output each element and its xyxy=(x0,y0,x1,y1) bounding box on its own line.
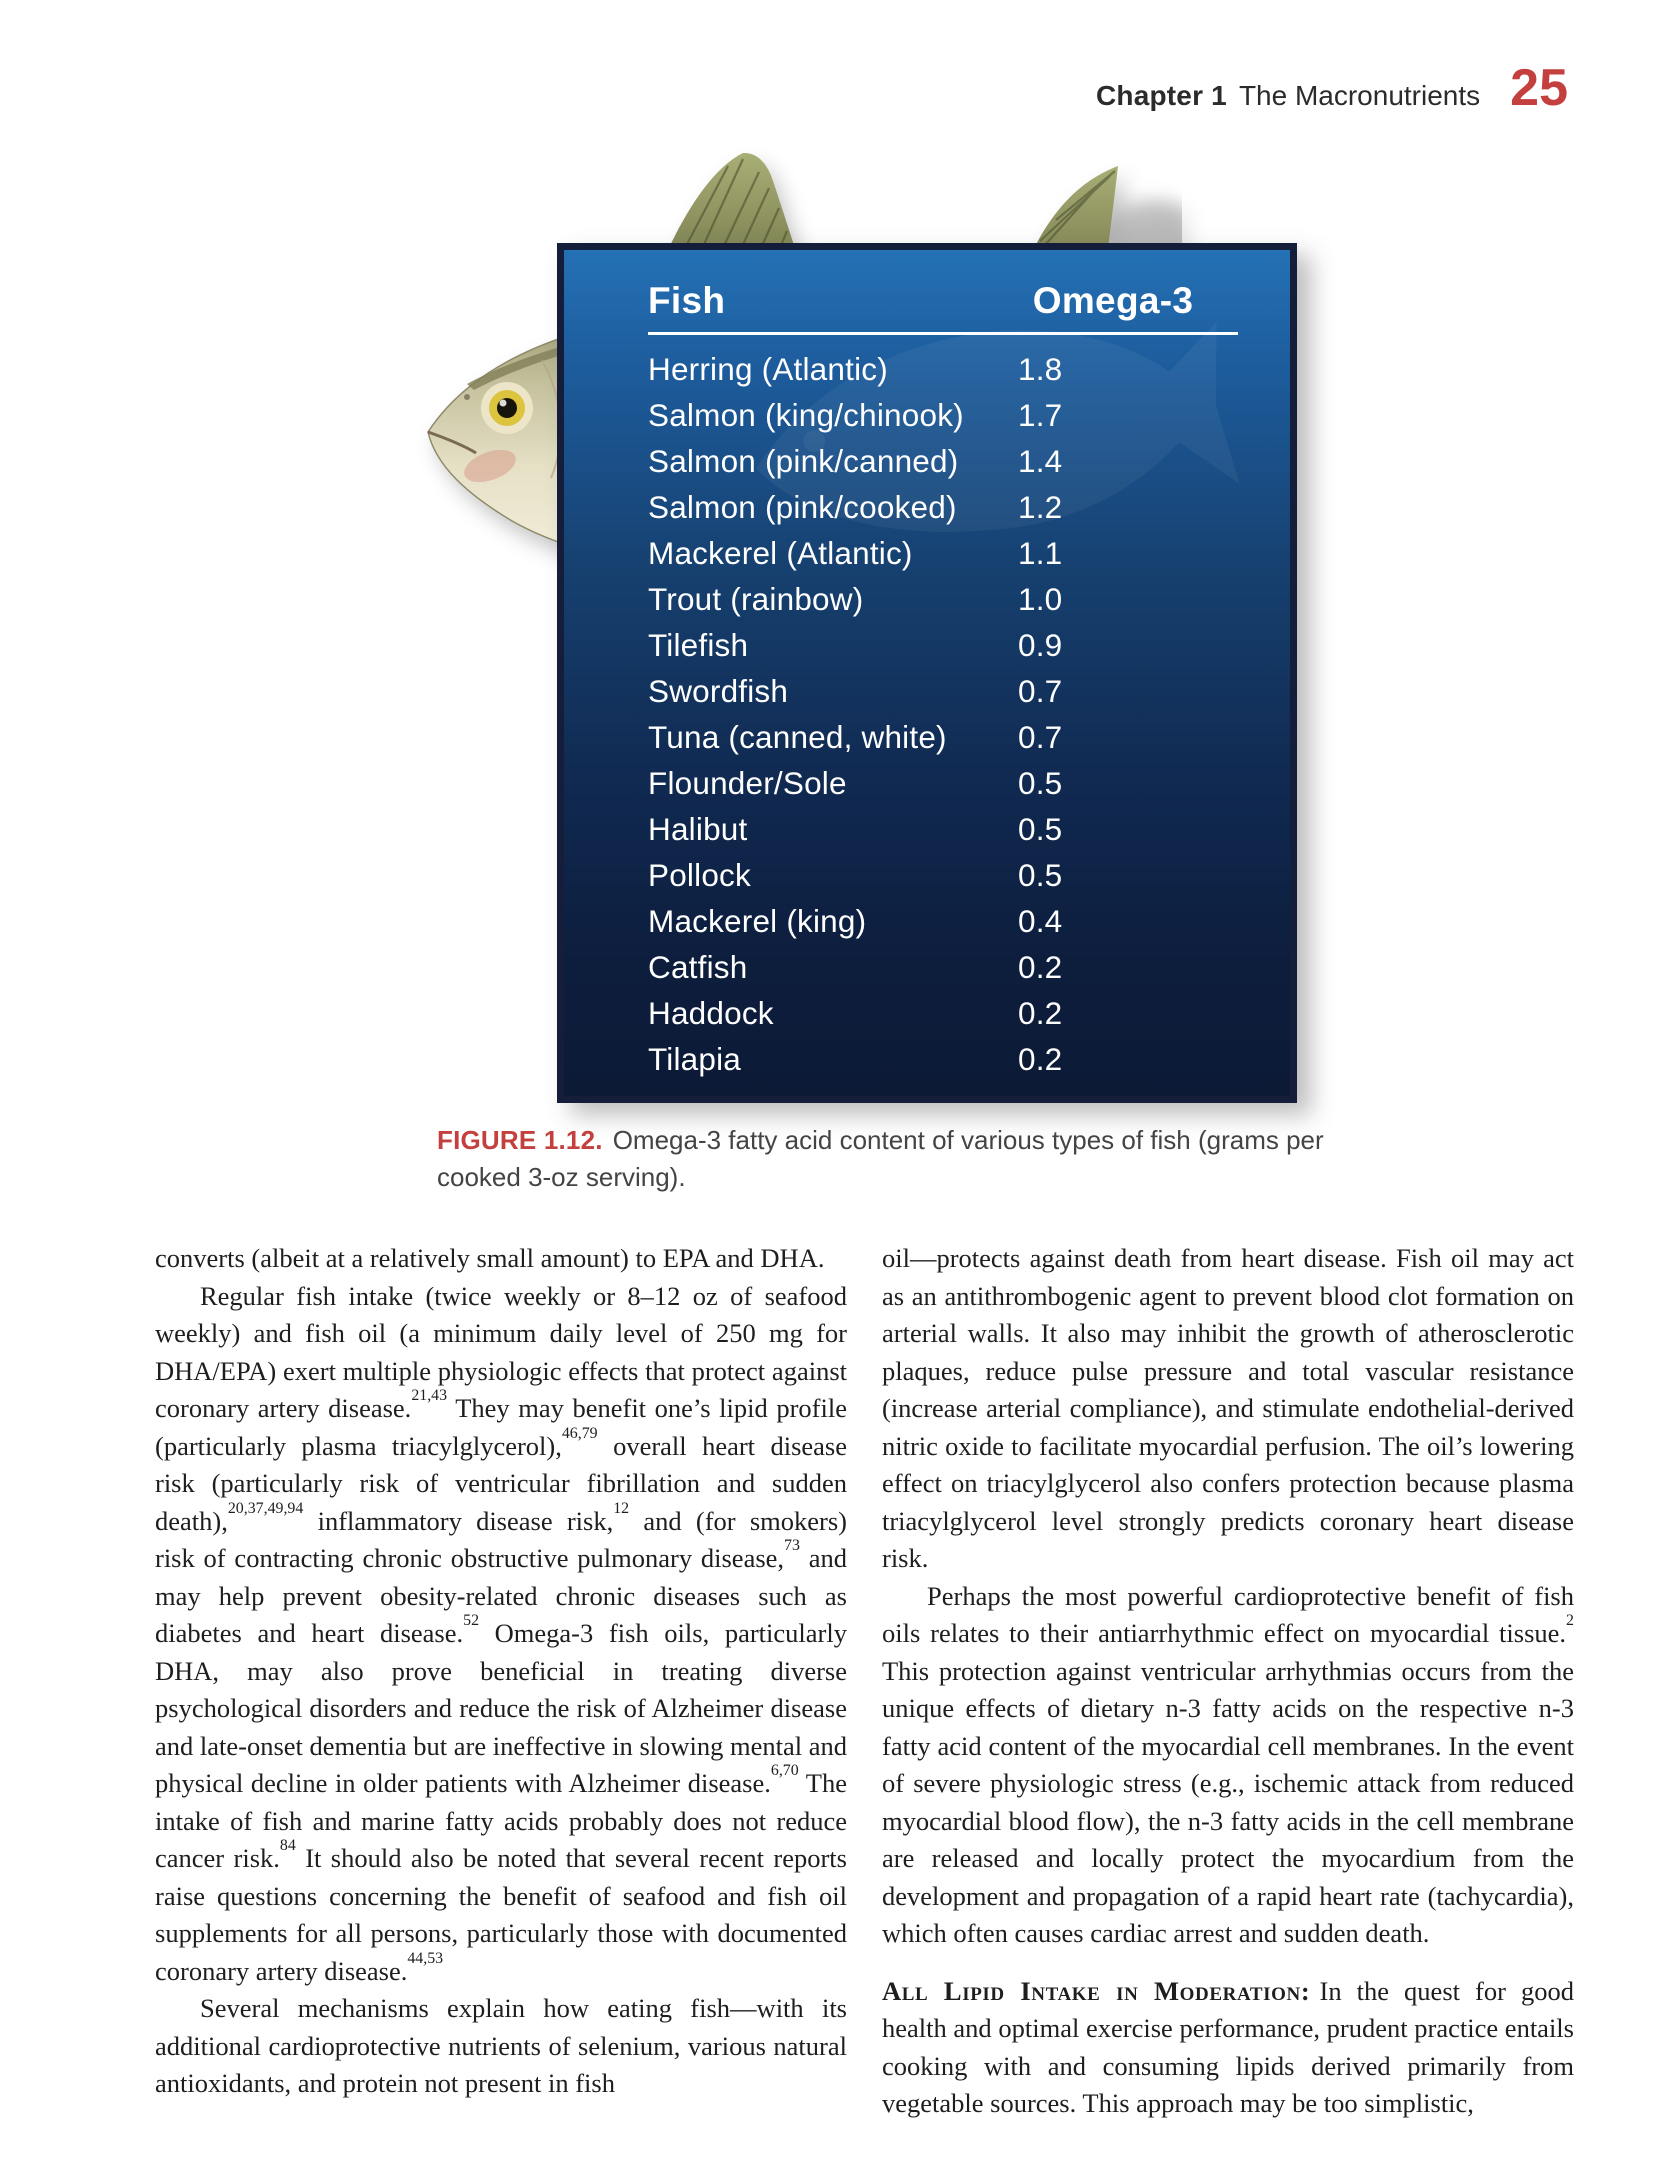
omega3-value: 1.2 xyxy=(1018,489,1063,525)
fish-name: Halibut xyxy=(648,811,748,847)
chapter-label: Chapter 1 xyxy=(1095,80,1227,111)
omega3-value: 0.9 xyxy=(1018,627,1063,663)
table-row xyxy=(564,853,1290,899)
fish-name: Mackerel (king) xyxy=(648,903,867,939)
fish-name: Catfish xyxy=(648,949,748,985)
paragraph: oil—protects against death from heart disease. Fish oil may act as an antithrombogenic agent to prevent blood clot formation on arterial walls. It also may inhibit the growth of atherosclerotic plaques, reduce pulse pressure and total vascular resistance (increase arterial compliance), and stimulate endothelial-derived nitric oxide to facilitate myocardial perfusion. The oil’s lowering effect on triacylglycerol also confers protection because plasma triacylglycerol level strongly predicts coronary heart disease risk. xyxy=(882,1243,1574,1573)
fish-name: Tilapia xyxy=(648,1041,742,1077)
table-row xyxy=(564,393,1290,439)
omega3-value: 1.1 xyxy=(1018,535,1063,571)
fish-table-rows xyxy=(564,347,1290,1083)
table-row xyxy=(564,485,1290,531)
paragraph: Perhaps the most powerful cardioprotective benefit of fish oils relates to their antiarrhythmic effect on myocardial tissue.$^2$ This protection against ventricular arrhythmias occurs from the unique effects of dietary n-3 fatty acids on the respective n-3 fatty acid content of the myocardial cell membranes. In the event of severe physiologic stress (e.g., ischemic attack from reduced myocardial blood flow), the n-3 fatty acids in the cell membrane are released and locally protect the myocardium from the development and propagation of a rapid heart rate (tachycardia), which often causes cardiac arrest and sudden death. xyxy=(882,1580,1574,1948)
fish-name: Tilefish xyxy=(648,627,749,663)
fish-name: Salmon (pink/cooked) xyxy=(648,489,957,525)
right-column xyxy=(882,1240,1574,2123)
omega3-table-panel xyxy=(557,243,1297,1103)
figure-label: FIGURE 1.12. xyxy=(437,1125,603,1155)
fish-name: Flounder/Sole xyxy=(648,765,847,801)
fish-name: Salmon (pink/canned) xyxy=(648,443,959,479)
header-divider xyxy=(648,332,1238,335)
fish-name: Swordfish xyxy=(648,673,789,709)
paragraph: Regular fish intake (twice weekly or 8–12 oz of seafood weekly) and fish oil (a minimum daily level of 250 mg for DHA/EPA) exert multiple physiologic effects that protect against coronary artery disease.$^{21,43}$ They may benefit one’s lipid profile (particularly plasma triacylglycerol),$^{46,79}$ overall heart disease risk (particularly risk of ventricular fibrillation and sudden death),$^{20,37,49,94}$ inflammatory disease risk,$^{12}$ and (for smokers) risk of contracting chronic obstructive pulmonary disease,$^{73}$ and may help prevent obesity-related chronic diseases such as diabetes and heart disease.$^{52}$ Omega-3 fish oils, particularly DHA, may also prove beneficial in treating diverse psychological disorders and reduce the risk of Alzheimer disease and late-onset dementia but are ineffective in slowing mental and physical decline in older patients with Alzheimer disease.$^{6,70}$ The intake of fish and marine fatty acids probably does not reduce cancer risk.$^{84}$ It should also be noted that several recent reports raise questions concerning the benefit of seafood and fish oil supplements for all persons, particularly those with documented coronary artery disease.$^{44,53}$ xyxy=(155,1280,847,1986)
fish-column-header: Fish xyxy=(648,280,726,321)
figure-caption xyxy=(437,1122,1342,1196)
figure-caption-text: Omega-3 fatty acid content of various types of fish (grams per cooked 3-oz serving). xyxy=(437,1125,1324,1192)
omega3-value: 1.4 xyxy=(1018,443,1063,479)
run-in-heading: All Lipid Intake in Moderation: xyxy=(882,1975,1311,2006)
fish-name: Salmon (king/chinook) xyxy=(648,397,964,433)
fish-name: Herring (Atlantic) xyxy=(648,351,888,387)
omega3-value: 0.4 xyxy=(1018,903,1063,939)
running-head xyxy=(1096,58,1568,118)
table-row xyxy=(564,577,1290,623)
paragraph: Several mechanisms explain how eating fish—with its additional cardioprotective nutrients of selenium, various natural antioxidants, and protein not present in fish xyxy=(155,1993,847,2098)
omega3-value: 0.7 xyxy=(1018,719,1063,755)
table-row xyxy=(564,1037,1290,1083)
table-row xyxy=(564,669,1290,715)
fish-name: Haddock xyxy=(648,995,774,1031)
table-row xyxy=(564,439,1290,485)
omega3-value: 1.0 xyxy=(1018,581,1063,617)
omega3-value: 1.7 xyxy=(1018,397,1063,433)
omega3-value: 0.7 xyxy=(1018,673,1063,709)
table-row xyxy=(564,715,1290,761)
chapter-title: The Macronutrients xyxy=(1238,80,1481,111)
moderation-text: In the quest for good health and optimal exercise performance, prudent practice entails cooking with and consuming lipids derived primarily from vegetable sources. This approach may be too simplistic, xyxy=(882,1975,1574,2118)
omega3-value: 1.8 xyxy=(1018,351,1063,387)
table-row xyxy=(564,991,1290,1037)
table-header-row xyxy=(564,250,1290,322)
paragraph: converts (albeit at a relatively small amount) to EPA and DHA. xyxy=(155,1243,825,1273)
fish-name: Pollock xyxy=(648,857,751,893)
table-row xyxy=(564,347,1290,393)
left-column xyxy=(155,1240,847,2103)
fish-name: Mackerel (Atlantic) xyxy=(648,535,913,571)
omega3-value: 0.2 xyxy=(1018,949,1063,985)
omega3-value: 0.5 xyxy=(1018,857,1063,893)
paragraph-moderation xyxy=(882,1973,1574,2123)
table-row xyxy=(564,945,1290,991)
fish-name: Tuna (canned, white) xyxy=(648,719,947,755)
omega3-value: 0.2 xyxy=(1018,1041,1063,1077)
table-row xyxy=(564,761,1290,807)
table-row xyxy=(564,623,1290,669)
table-row xyxy=(564,899,1290,945)
omega3-value: 0.5 xyxy=(1018,811,1063,847)
omega3-value: 0.2 xyxy=(1018,995,1063,1031)
page-number: 25 xyxy=(1510,59,1568,117)
table-row xyxy=(564,807,1290,853)
omega3-value: 0.5 xyxy=(1018,765,1063,801)
table-row xyxy=(564,531,1290,577)
fish-name: Trout (rainbow) xyxy=(648,581,864,617)
omega3-column-header: Omega-3 xyxy=(1032,280,1194,321)
